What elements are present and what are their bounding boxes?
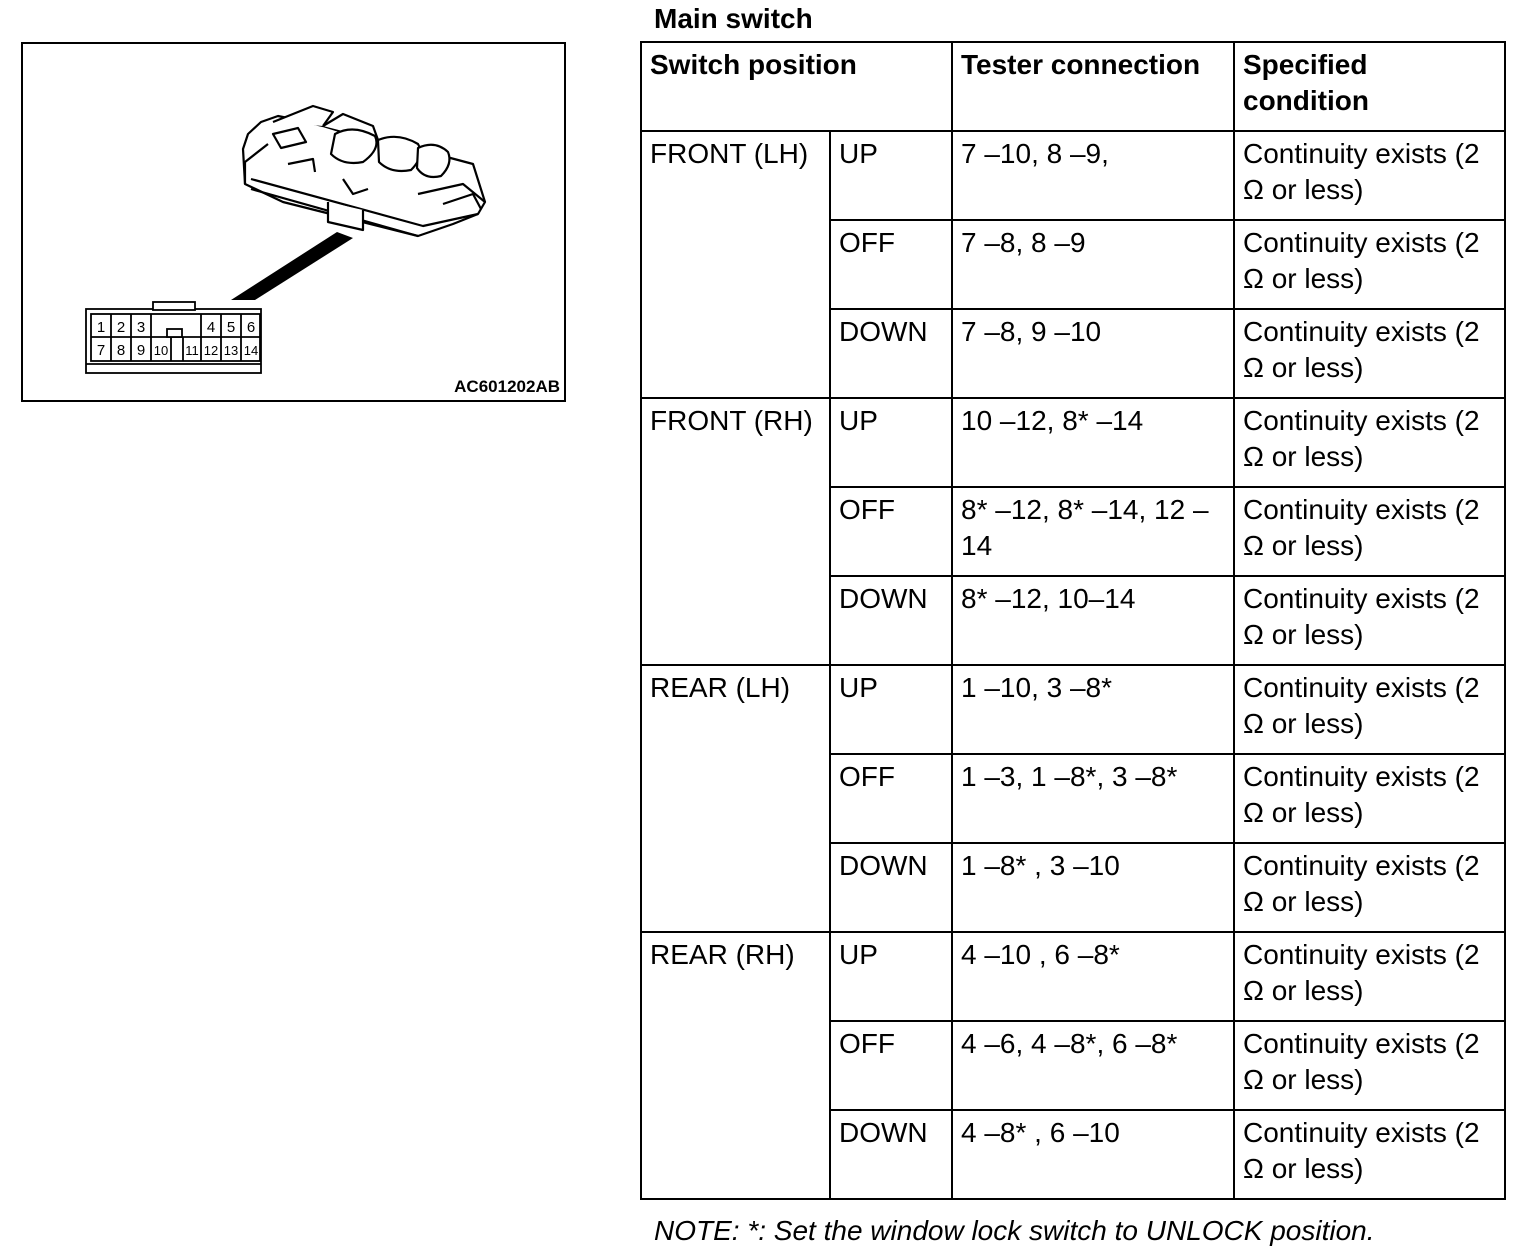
header-tester-connection: Tester connection <box>952 42 1234 131</box>
cell-position: FRONT (LH) <box>641 131 830 398</box>
cell-condition: Continuity exists (2 Ω or less) <box>1234 1110 1505 1199</box>
table-row <box>641 131 1505 220</box>
cell-state: OFF <box>830 1021 952 1110</box>
cell-state: OFF <box>830 220 952 309</box>
cell-tester-connection: 4 –10 , 6 –8* <box>952 932 1234 1021</box>
cell-tester-connection: 1 –8* , 3 –10 <box>952 843 1234 932</box>
cell-state: DOWN <box>830 1110 952 1199</box>
cell-state: UP <box>830 131 952 220</box>
pin-label: 12 <box>203 343 219 358</box>
table-row <box>641 932 1505 1021</box>
header-row <box>641 42 1505 131</box>
pin-label: 6 <box>246 319 256 336</box>
pin-label: 9 <box>136 342 146 359</box>
pin-label: 14 <box>243 343 259 358</box>
cell-position: FRONT (RH) <box>641 398 830 665</box>
pin-label: 7 <box>96 342 106 359</box>
header-switch-position: Switch position <box>641 42 952 131</box>
cell-state: OFF <box>830 754 952 843</box>
pin-label: 3 <box>136 319 146 336</box>
cell-state: UP <box>830 398 952 487</box>
cell-condition: Continuity exists (2 Ω or less) <box>1234 932 1505 1021</box>
cell-tester-connection: 1 –3, 1 –8*, 3 –8* <box>952 754 1234 843</box>
cell-state: UP <box>830 665 952 754</box>
pin-label: 11 <box>185 343 199 358</box>
pointer-wedge <box>231 232 353 300</box>
pin-label: 1 <box>96 319 106 336</box>
figure-code: AC601202AB <box>454 377 560 396</box>
cell-state: DOWN <box>830 309 952 398</box>
cell-tester-connection: 7 –8, 8 –9 <box>952 220 1234 309</box>
table-title: Main switch <box>654 3 813 34</box>
cell-condition: Continuity exists (2 Ω or less) <box>1234 398 1505 487</box>
pin-label: 4 <box>206 319 216 336</box>
spec-table <box>640 41 1506 1200</box>
power-window-switch-illustration <box>23 44 564 400</box>
cell-tester-connection: 1 –10, 3 –8* <box>952 665 1234 754</box>
pin-label: 5 <box>226 319 236 336</box>
cell-position: REAR (RH) <box>641 932 830 1199</box>
cell-tester-connection: 7 –8, 9 –10 <box>952 309 1234 398</box>
cell-state: DOWN <box>830 843 952 932</box>
cell-tester-connection: 4 –8* , 6 –10 <box>952 1110 1234 1199</box>
pin-label: 10 <box>153 343 169 358</box>
cell-tester-connection: 10 –12, 8* –14 <box>952 398 1234 487</box>
table-row <box>641 398 1505 487</box>
table-body <box>641 131 1505 1199</box>
cell-state: OFF <box>830 487 952 576</box>
cell-condition: Continuity exists (2 Ω or less) <box>1234 220 1505 309</box>
cell-condition: Continuity exists (2 Ω or less) <box>1234 487 1505 576</box>
cell-tester-connection: 8* –12, 8* –14, 12 – 14 <box>952 487 1234 576</box>
cell-condition: Continuity exists (2 Ω or less) <box>1234 665 1505 754</box>
cell-condition: Continuity exists (2 Ω or less) <box>1234 1021 1505 1110</box>
cell-position: REAR (LH) <box>641 665 830 932</box>
cell-condition: Continuity exists (2 Ω or less) <box>1234 309 1505 398</box>
pin-label: 2 <box>116 319 126 336</box>
cell-condition: Continuity exists (2 Ω or less) <box>1234 576 1505 665</box>
header-specified-condition: Specified condition <box>1234 42 1505 131</box>
cell-tester-connection: 7 –10, 8 –9, <box>952 131 1234 220</box>
table-row <box>641 665 1505 754</box>
pin-label: 13 <box>223 343 239 358</box>
cell-condition: Continuity exists (2 Ω or less) <box>1234 131 1505 220</box>
cell-state: UP <box>830 932 952 1021</box>
cell-state: DOWN <box>830 576 952 665</box>
pin-label: 8 <box>116 342 126 359</box>
cell-tester-connection: 8* –12, 10–14 <box>952 576 1234 665</box>
cell-condition: Continuity exists (2 Ω or less) <box>1234 843 1505 932</box>
note: NOTE: *: Set the window lock switch to UNLOCK position. <box>654 1215 1375 1246</box>
cell-condition: Continuity exists (2 Ω or less) <box>1234 754 1505 843</box>
switch-figure <box>21 42 566 402</box>
cell-tester-connection: 4 –6, 4 –8*, 6 –8* <box>952 1021 1234 1110</box>
